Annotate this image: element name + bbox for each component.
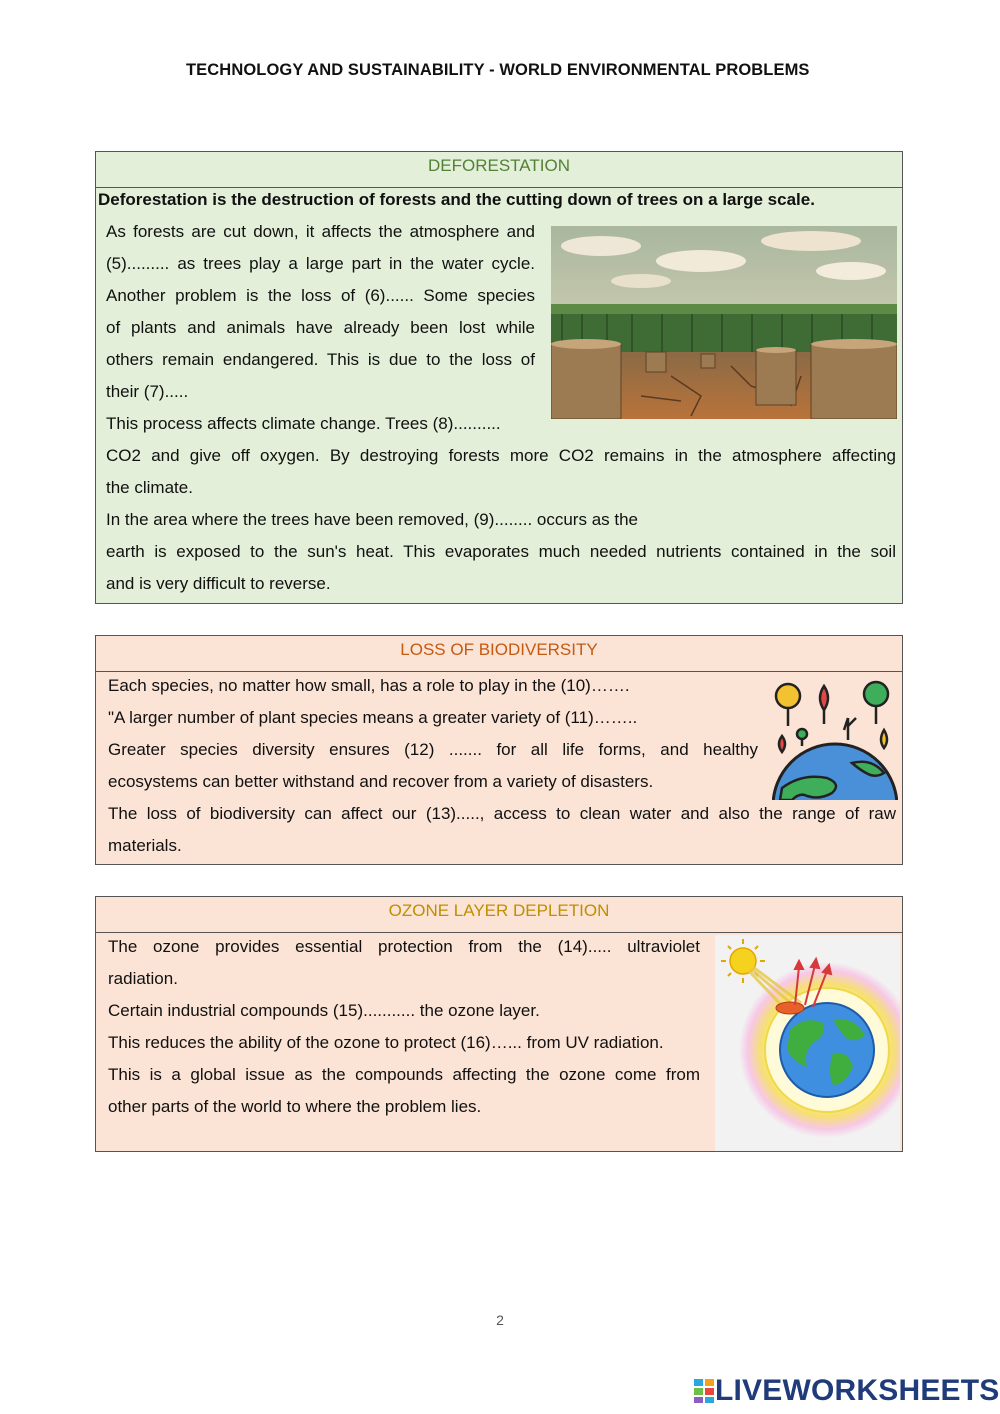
text-line: and is very difficult to reverse. [106,574,331,593]
biodiversity-heading: LOSS OF BIODIVERSITY [96,636,902,672]
liveworksheets-logo-icon [693,1378,715,1404]
page-title: TECHNOLOGY AND SUSTAINABILITY - WORLD ENVIRONMENTAL PROBLEMS [186,61,810,79]
text-line: CO2 and give off oxygen. By destroying forests more CO2 remains in the atmosphere affecting [106,446,896,465]
deforestation-definition: Deforestation is the destruction of forests and the cutting down of trees on a large scale. [98,190,815,209]
text-line: earth is exposed to the sun's heat. This evaporates much needed nutrients contained in the soil [106,542,896,561]
text-line: The ozone provides essential protection from the (14)..... ultraviolet [108,937,700,956]
liveworksheets-logo [693,1374,1000,1408]
ozone-earth-sun-image [715,935,900,1151]
text-line: radiation. [108,969,178,988]
text-line: Greater species diversity ensures (12) ....... for all life forms, and healthy [108,740,758,759]
text-line: Certain industrial compounds (15)........... the ozone layer. [108,1001,540,1020]
text-line: materials. [108,836,182,855]
biodiversity-earth-plants-icon [772,678,898,800]
text-line: In the area where the trees have been removed, (9)........ occurs as the [106,510,639,529]
deforestation-section [95,151,903,604]
text-line: others remain endangered. This is due to the loss of [106,350,535,369]
text-line: the climate. [106,478,193,497]
text-line: other parts of the world to where the problem lies. [108,1097,482,1116]
text-line: Another problem is the loss of (6)...... Some species [106,286,535,305]
ozone-section [95,896,903,1152]
text-line: As forests are cut down, it affects the atmosphere and [106,222,535,241]
text-line: their (7)..... [106,382,189,401]
text-line: This process affects climate change. Trees (8).......... [106,414,501,433]
text-line: of plants and animals have already been lost while [106,318,535,337]
text-line: Each species, no matter how small, has a role to play in the (10)……. [108,676,630,695]
text-line: "A larger number of plant species means a greater variety of (11)…….. [108,708,638,727]
text-line: ecosystems can better withstand and recover from a variety of disasters. [108,772,654,791]
text-line: The loss of biodiversity can affect our (13)....., access to clean water and also the range of raw [108,804,896,823]
deforestation-heading: DEFORESTATION [96,152,902,188]
brand-name: LIVEWORKSHEETS [715,1374,1000,1407]
biodiversity-section [95,635,903,865]
ozone-heading: OZONE LAYER DEPLETION [96,897,902,933]
page-number: 2 [496,1312,504,1328]
deforestation-image [551,226,897,419]
text-line: This reduces the ability of the ozone to protect (16)…... from UV radiation. [108,1033,664,1052]
text-line: (5)......... as trees play a large part in the water cycle. [106,254,535,273]
text-line: This is a global issue as the compounds affecting the ozone come from [108,1065,700,1084]
